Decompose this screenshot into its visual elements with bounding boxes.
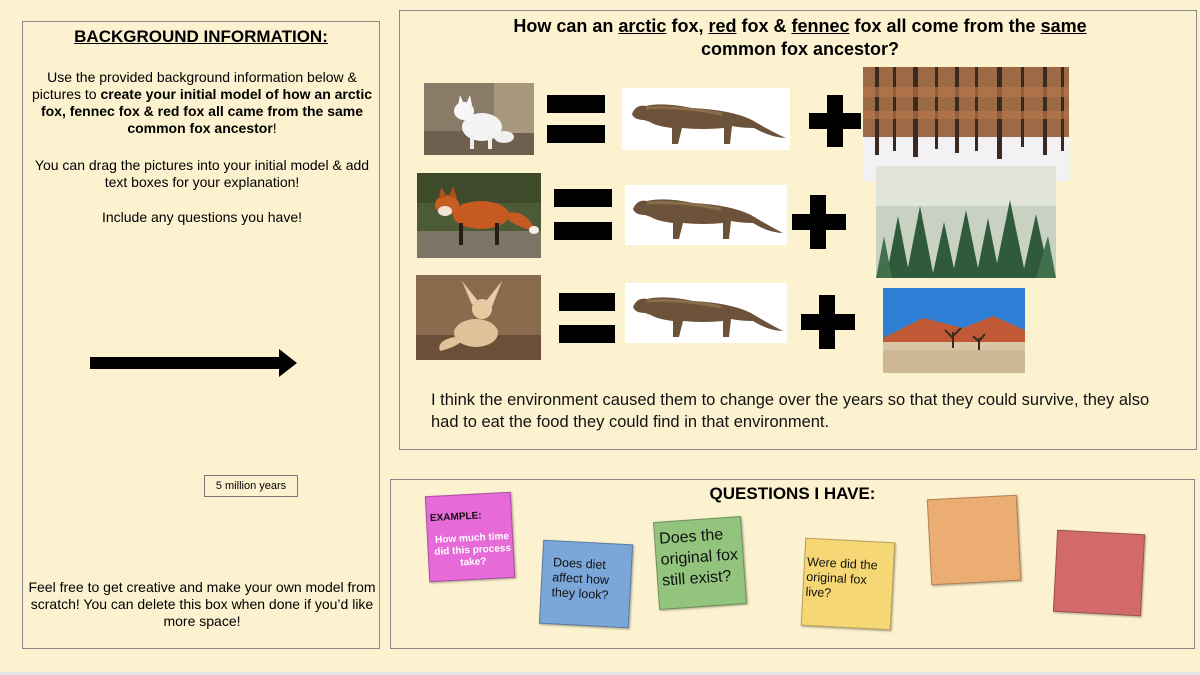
equals-sign-top bbox=[559, 293, 615, 311]
drag-instructions: You can drag the pictures into your initial model & add text boxes for your explanation! bbox=[34, 157, 370, 190]
arrow-right-icon bbox=[279, 349, 297, 377]
questions-instructions: Include any questions you have! bbox=[101, 209, 303, 225]
desert-image[interactable] bbox=[883, 288, 1025, 373]
sticky-note-text: Does diet affect how they look? bbox=[551, 555, 610, 603]
red-fox-image[interactable] bbox=[417, 173, 541, 258]
fennec-fox-image[interactable] bbox=[416, 275, 541, 360]
misty-pine-forest-image[interactable] bbox=[876, 166, 1056, 278]
equals-sign-bottom bbox=[547, 125, 605, 143]
plus-icon-bar bbox=[801, 314, 855, 330]
background-info-panel[interactable] bbox=[22, 21, 380, 649]
sticky-note[interactable] bbox=[801, 538, 895, 631]
snowy-forest-image[interactable] bbox=[863, 67, 1069, 181]
blank-sticky-note-red[interactable] bbox=[1053, 530, 1145, 616]
equals-sign-bottom bbox=[554, 222, 612, 240]
questions-panel[interactable] bbox=[390, 479, 1195, 649]
ancestor-image[interactable] bbox=[625, 283, 787, 343]
plus-icon-bar bbox=[792, 214, 846, 230]
instructions-paragraph: Use the provided background information below & pictures to create your initial model of how an arctic fox, fennec fox & red fox all came from the same common fox ancestor! bbox=[32, 69, 372, 136]
plus-icon-bar bbox=[809, 113, 861, 129]
sticky-note-text: Were did the original fox live? bbox=[805, 554, 879, 601]
equals-sign-bottom bbox=[559, 325, 615, 343]
model-explanation-textbox[interactable]: I think the environment caused them to change over the years so that they could survive, they also had to eat the food they could find in that environment. bbox=[431, 391, 1150, 431]
model-panel[interactable] bbox=[399, 10, 1197, 450]
sticky-note[interactable] bbox=[653, 516, 747, 610]
equals-sign-top bbox=[547, 95, 605, 113]
arctic-fox-image[interactable] bbox=[424, 83, 534, 155]
sticky-note[interactable] bbox=[539, 540, 633, 629]
sticky-note-text: How much time did this process take? bbox=[434, 530, 512, 569]
sticky-note-text: Does the original fox still exist? bbox=[658, 526, 739, 590]
main-question: How can an arctic fox, red fox & fennec fox all come from the same common fox ancestor? bbox=[513, 16, 1087, 59]
footer-note: Feel free to get creative and make your own model from scratch! You can delete this box when done if you’d like more space! bbox=[28, 579, 376, 629]
ancestor-image[interactable] bbox=[622, 88, 790, 150]
background-title: BACKGROUND INFORMATION: bbox=[74, 27, 328, 46]
questions-title: QUESTIONS I HAVE: bbox=[709, 484, 876, 503]
ancestor-image[interactable] bbox=[625, 185, 787, 245]
blank-sticky-note-orange[interactable] bbox=[927, 495, 1021, 586]
equals-sign-top bbox=[554, 189, 612, 207]
time-label-textbox[interactable]: 5 million years bbox=[204, 475, 298, 497]
sticky-note-example[interactable] bbox=[425, 492, 515, 582]
sticky-note-label: EXAMPLE: bbox=[429, 510, 482, 525]
arrow-shaft bbox=[90, 357, 280, 369]
